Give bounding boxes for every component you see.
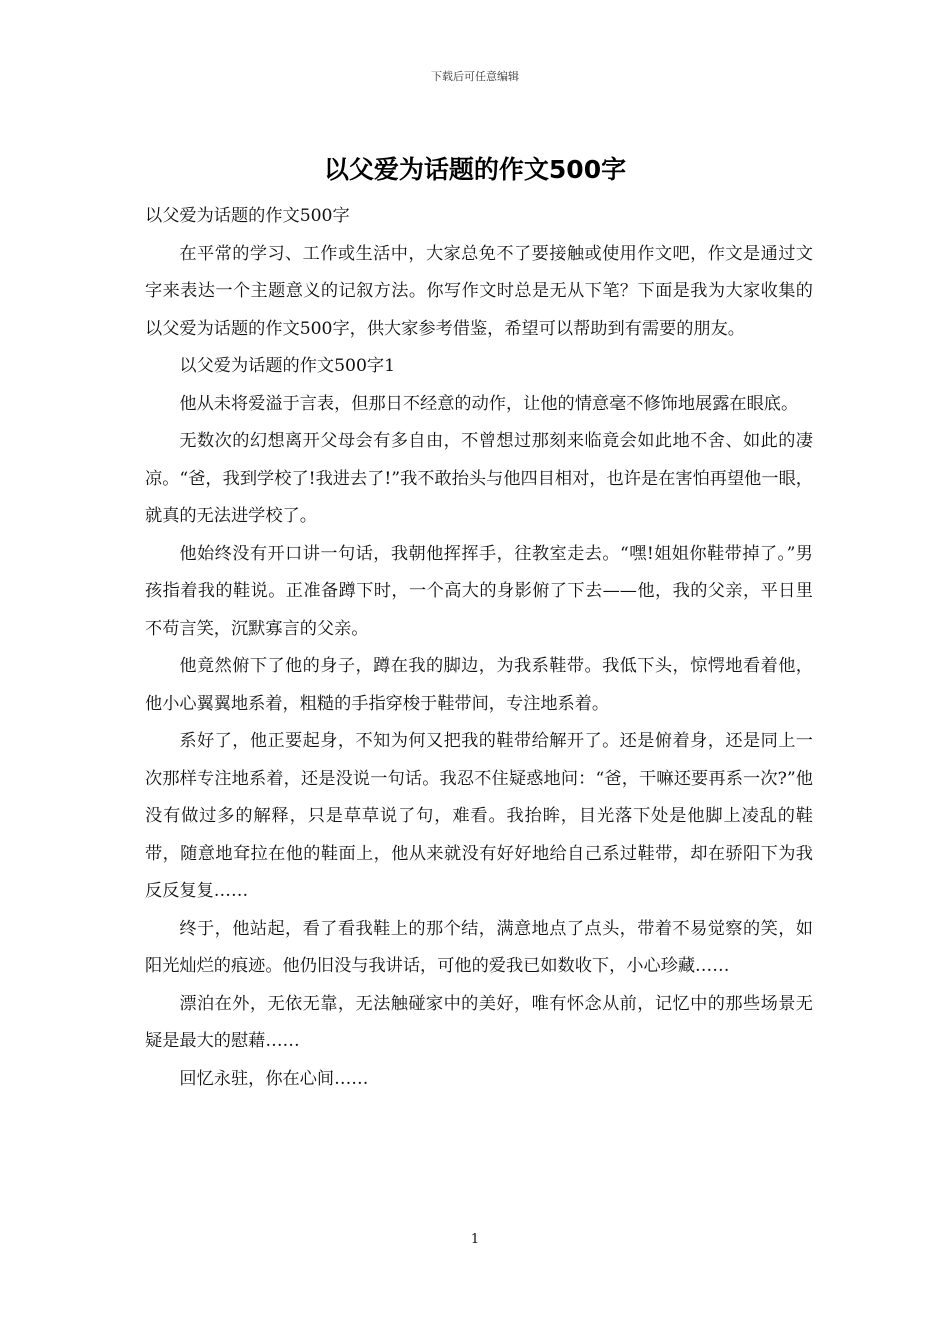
subtitle-line: 以父爱为话题的作文500字 (145, 206, 350, 226)
body-paragraph: 他从未将爱溢于言表，但那日不经意的动作，让他的情意毫不修饰地展露在眼底。 (179, 393, 799, 414)
page-number: 1 (470, 1232, 480, 1247)
document-title: 以父爱为话题的作文500字 (323, 155, 627, 184)
intro-paragraph: 在平常的学习、工作或生活中，大家总免不了要接触或使用作文吧，作文是通过文字来表达一个主题意义的记叙方法。你写作文时总是无从下笔？下面是我为大家收集的以父爱为话题的作文500字，供大家参考借鉴，希望可以帮助到有需要的朋友。 (145, 243, 813, 339)
body-paragraph: 系好了，他正要起身，不知为何又把我的鞋带给解开了。还是俯着身，还是同上一次那样专注地系着，还是没说一句话。我忍不住疑惑地问：“爸，干嘛还要再系一次?”他没有做过多的解释，只是草草说了句，难看。我抬眸，目光落下处是他脚上凌乱的鞋带，随意地耷拉在他的鞋面上，他从来就没有好好地给自己系过鞋带，却在骄阳下为我反反复复…… (145, 731, 813, 901)
body-paragraph: 他竟然俯下了他的身子，蹲在我的脚边，为我系鞋带。我低下头，惊愕地看着他，他小心翼翼地系着，粗糙的手指穿梭于鞋带间，专注地系着。 (145, 656, 813, 714)
body-paragraph: 终于，他站起，看了看我鞋上的那个结，满意地点了点头，带着不易觉察的笑，如阳光灿烂的痕迹。他仍旧没与我讲话，可他的爱我已如数收下，小心珍藏…… (145, 918, 813, 976)
body-paragraph: 无数次的幻想离开父母会有多自由，不曾想过那刻来临竟会如此地不舍、如此的凄凉。“爸，我到学校了!我进去了!”我不敢抬头与他四目相对，也许是在害怕再望他一眼，就真的无法进学校了。 (145, 431, 813, 526)
section-heading: 以父爱为话题的作文500字1 (179, 356, 396, 376)
closing-paragraph: 回忆永驻，你在心间…… (179, 1068, 369, 1089)
body-paragraph: 他始终没有开口讲一句话，我朝他挥挥手，往教室走去。“嘿!姐姐你鞋带掉了。”男孩指着我的鞋说。正准备蹲下时，一个高大的身影俯了下去——他，我的父亲，平日里不苟言笑，沉默寡言的父亲。 (145, 543, 813, 639)
body-paragraph: 漂泊在外，无依无靠，无法触碰家中的美好，唯有怀念从前，记忆中的那些场景无疑是最大的慰藉…… (145, 993, 813, 1051)
document-body (145, 198, 813, 1098)
page-header: 下载后可任意编辑 (431, 70, 519, 83)
